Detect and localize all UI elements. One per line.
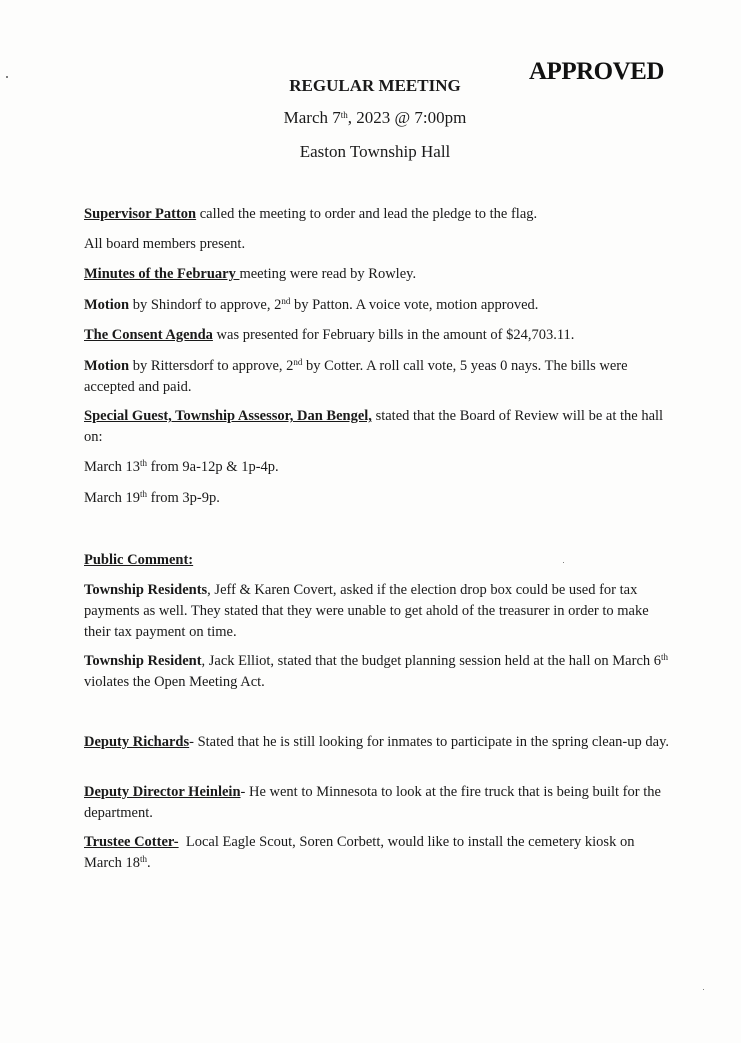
comment-covert-text: , Jeff & Karen Covert, asked if the election drop box could be used for tax payments as well. They stated that they were unable to get ahold of the treasurer in order to make their tax payment on time. xyxy=(84,582,649,640)
motion-2-text-a: by Rittersdorf to approve, 2 xyxy=(129,358,294,374)
deputy-director-text: - He went to Minnesota to look at the fire truck that is being built for the department. xyxy=(84,784,661,821)
review-date-2-a: March 19 xyxy=(84,490,140,506)
review-date-1 xyxy=(84,457,674,478)
lead-motion-2: Motion xyxy=(84,358,130,374)
motion-2-sup: nd xyxy=(293,357,303,367)
motion-bills xyxy=(84,356,674,398)
lead-township-resident: Township Resident xyxy=(84,653,202,669)
scan-speck xyxy=(563,562,564,563)
scan-speck xyxy=(703,989,704,990)
review-date-1-sup: th xyxy=(139,458,147,468)
comment-covert xyxy=(84,580,674,643)
lead-deputy-director: Deputy Director Heinlein xyxy=(84,784,241,800)
lead-motion-1: Motion xyxy=(84,297,130,313)
review-date-1-a: March 13 xyxy=(84,459,140,475)
approved-stamp: APPROVED xyxy=(529,58,664,85)
call-to-order xyxy=(84,204,674,225)
deputy-richards-text: - Stated that he is still looking for inmates to participate in the spring clean-up day. xyxy=(189,734,669,750)
meeting-location: Easton Township Hall xyxy=(299,142,451,161)
call-to-order-text: called the meeting to order and lead the pledge to the flag. xyxy=(196,206,538,222)
lead-supervisor: Supervisor Patton xyxy=(84,206,197,222)
trustee-cotter-sup: th xyxy=(139,854,147,864)
minutes-reading xyxy=(84,264,674,285)
meeting-title: REGULAR MEETING xyxy=(289,76,461,95)
review-date-1-b: from 9a-12p & 1p-4p. xyxy=(146,459,279,475)
minutes-text: meeting were read by Rowley. xyxy=(239,266,417,282)
trustee-cotter-text-b: . xyxy=(146,855,151,871)
lead-deputy-richards: Deputy Richards xyxy=(84,734,190,750)
review-date-2-b: from 3p-9p. xyxy=(146,490,220,506)
report-deputy-richards xyxy=(84,732,674,753)
trustee-cotter-text-a: Local Eagle Scout, Soren Corbett, would like to install the cemetery kiosk on March 18 xyxy=(84,834,639,871)
public-comment-heading-text: Public Comment: xyxy=(84,552,194,568)
consent-agenda-text: was presented for February bills in the amount of $24,703.11. xyxy=(212,327,575,343)
motion-minutes xyxy=(84,295,674,316)
report-trustee-cotter xyxy=(84,832,674,874)
motion-1-sup: nd xyxy=(281,296,291,306)
attendance-text: All board members present. xyxy=(84,236,246,252)
review-date-2-sup: th xyxy=(139,489,147,499)
lead-minutes: Minutes of the February xyxy=(84,266,240,282)
date-rest: , 2023 @ 7:00pm xyxy=(347,108,467,127)
lead-special-guest: Special Guest, Township Assessor, Dan Bengel, xyxy=(84,408,372,424)
motion-2-text-b: by Cotter. A roll call vote, 5 yeas 0 nays. The bills were accepted and paid. xyxy=(84,358,628,395)
lead-trustee-cotter: Trustee Cotter- xyxy=(84,834,179,850)
motion-1-text-a: by Shindorf to approve, 2 xyxy=(129,297,282,313)
meeting-date xyxy=(0,108,741,128)
lead-consent-agenda: The Consent Agenda xyxy=(84,327,213,343)
comment-elliot-sup: th xyxy=(661,652,669,662)
comment-elliot xyxy=(84,651,674,693)
special-guest-text: stated that the Board of Review will be at the hall on: xyxy=(84,408,664,445)
lead-township-residents: Township Residents xyxy=(84,582,208,598)
comment-elliot-text-a: , Jack Elliot, stated that the budget planning session held at the hall on March 6 xyxy=(201,653,661,669)
motion-1-text-b: by Patton. A voice vote, motion approved. xyxy=(290,297,539,313)
report-deputy-director xyxy=(84,782,674,824)
public-comment-heading xyxy=(84,550,674,571)
date-suffix: th xyxy=(340,110,348,120)
special-guest xyxy=(84,406,674,448)
consent-agenda xyxy=(84,325,674,346)
comment-elliot-text-b: violates the Open Meeting Act. xyxy=(84,674,265,690)
review-date-2 xyxy=(84,488,674,509)
scan-speck xyxy=(6,76,8,78)
attendance xyxy=(84,234,674,255)
date-main: March 7 xyxy=(283,108,341,127)
